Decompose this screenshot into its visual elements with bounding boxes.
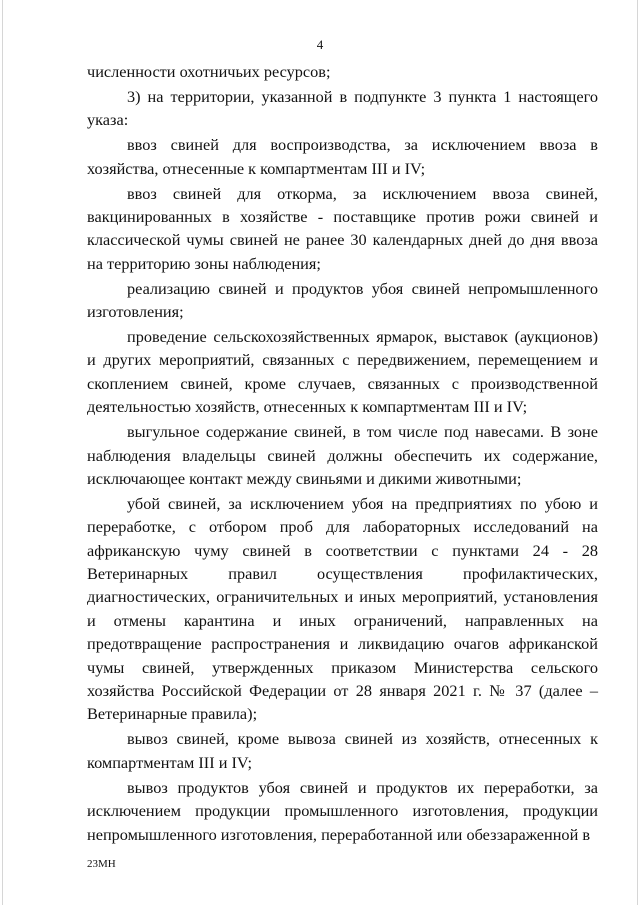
paragraph-outdoor-keeping: выгульное содержание свиней, в том числе под навесами. В зоне наблюдения владельцы свиней должны обеспечить их содержание, исключающее контакт между свиньями и дикими животными;	[87, 422, 598, 488]
paragraph-breeding-import: ввоз свиней для воспроизводства, за исключением ввоза в хозяйства, отнесенные к компартментам III и IV;	[87, 135, 598, 178]
page-number: 4	[316, 37, 324, 52]
paragraph-continuation: численности охотничьих ресурсов;	[87, 62, 331, 81]
document-body	[87, 60, 598, 847]
paragraph-slaughter: убой свиней, за исключением убоя на предприятиях по убою и переработке, с отбором проб для лабораторных исследований на африканскую чуму свиней в соответствии с пунктами 24 - 28 Ветеринарных правил осуществления профилактических, диагностических, ограничительных и иных мероприятий, установления и отмены карантина и иных ограничений, направленных на предотвращение распространения и ликвидацию очагов африканской чумы свиней, утвержденных приказом Министерства сельского хозяйства Российской Федерации от 28 января 2021 г. № 37 (далее – Ветеринарные правила);	[87, 493, 598, 724]
paragraph-fairs: проведение сельскохозяйственных ярмарок, выставок (аукционов) и других мероприятий, связанных с передвижением, перемещением и скоплением свиней, кроме случаев, связанных с производственной деятельностью хозяйств, отнесенных к компартментам III и IV;	[87, 326, 598, 417]
paragraph-pig-export: вывоз свиней, кроме вывоза свиней из хозяйств, отнесенных к компартментам III и IV;	[87, 729, 598, 772]
document-code: 23МН	[87, 858, 116, 870]
paragraph-fattening-import: ввоз свиней для откорма, за исключением ввоза свиней, вакцинированных в хозяйстве - поставщике против рожи свиней и классической чумы свиней не ранее 30 календарных дней до дня ввоза на территорию зоны наблюдения;	[87, 183, 598, 273]
paragraph-sale: реализацию свиней и продуктов убоя свиней непромышленного изготовления;	[87, 278, 598, 322]
paragraph-product-export: вывоз продуктов убоя свиней и продуктов их переработки, за исключением продукции промышленного изготовления, продукции непромышленного изготовления, переработанной или обеззараженной в	[87, 777, 598, 844]
paragraph-item-3: 3) на территории, указанной в подпункте 3 пункта 1 настоящего указа:	[87, 86, 598, 130]
scan-edge-right	[637, 0, 638, 905]
scan-edge-left	[2, 0, 3, 905]
